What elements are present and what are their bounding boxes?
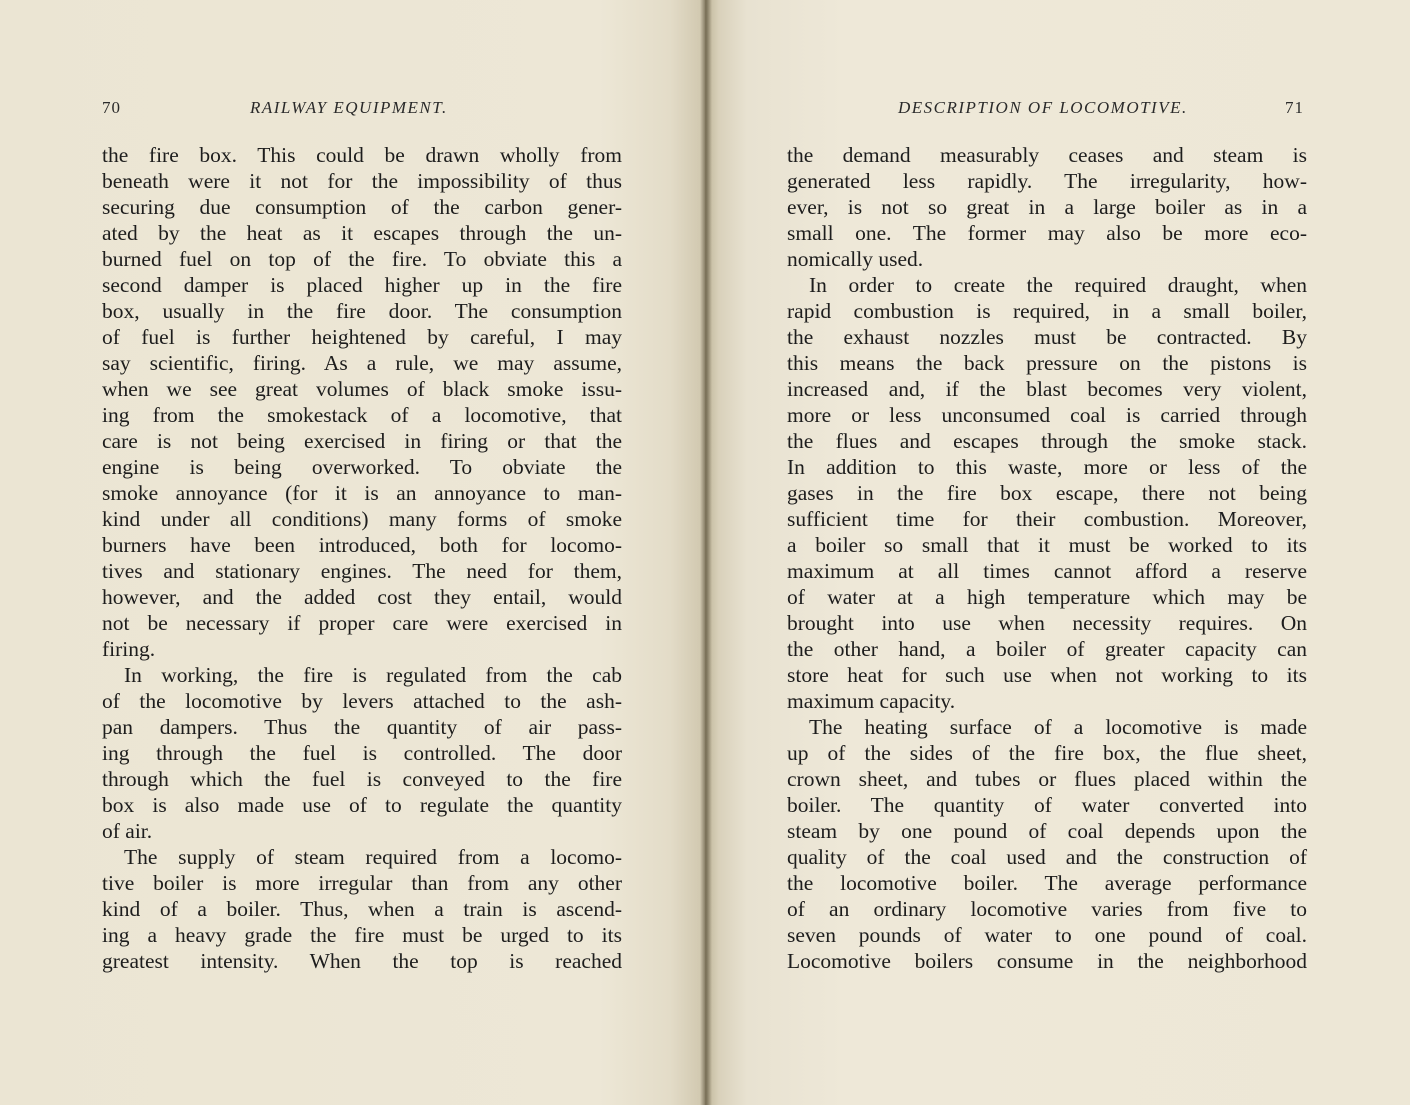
text-line: beneath were it not for the impossibility of thus: [102, 169, 622, 193]
text-line: smoke annoyance (for it is an annoyance to man-: [102, 481, 622, 505]
text-line: tive boiler is more irregular than from any other: [102, 871, 622, 895]
right-running-title: DESCRIPTION OF LOCOMOTIVE.: [898, 98, 1188, 117]
text-line: nomically used.: [787, 247, 924, 271]
left-page-body: [102, 142, 622, 974]
right-page-number: 71: [1285, 98, 1304, 117]
text-line: the fire box. This could be drawn wholly from: [102, 143, 622, 167]
text-line: ated by the heat as it escapes through the un-: [102, 221, 622, 245]
text-line: The heating surface of a locomotive is made: [809, 715, 1307, 739]
text-line: engine is being overworked. To obviate the: [102, 455, 622, 479]
text-line: the other hand, a boiler of greater capacity can: [787, 637, 1307, 661]
text-line: securing due consumption of the carbon gener-: [102, 195, 622, 219]
text-line: tives and stationary engines. The need for them,: [102, 559, 622, 583]
text-line: this means the back pressure on the pistons is: [787, 351, 1307, 375]
text-line: of water at a high temperature which may be: [787, 585, 1307, 609]
text-line: small one. The former may also be more eco-: [787, 221, 1307, 245]
right-page-body: [787, 142, 1307, 974]
text-line: not be necessary if proper care were exercised in: [102, 611, 622, 635]
left-running-title: RAILWAY EQUIPMENT.: [250, 98, 448, 117]
text-line: ing through the fuel is controlled. The door: [102, 741, 622, 765]
text-line: ing from the smokestack of a locomotive, that: [102, 403, 622, 427]
text-line: the locomotive boiler. The average performance: [787, 871, 1307, 895]
text-line: pan dampers. Thus the quantity of air pass-: [102, 715, 622, 739]
text-line: sufficient time for their combustion. Moreover,: [787, 507, 1307, 531]
text-line: of the locomotive by levers attached to the ash-: [102, 689, 622, 713]
left-page-number: 70: [102, 98, 121, 117]
text-line: the demand measurably ceases and steam is: [787, 143, 1307, 167]
text-line: up of the sides of the fire box, the flue sheet,: [787, 741, 1307, 765]
text-line: burned fuel on top of the fire. To obviate this a: [102, 247, 622, 271]
text-line: steam by one pound of coal depends upon the: [787, 819, 1307, 843]
text-line: gases in the fire box escape, there not being: [787, 481, 1307, 505]
text-line: brought into use when necessity requires. On: [787, 611, 1307, 635]
text-line: boiler. The quantity of water converted into: [787, 793, 1307, 817]
text-line: when we see great volumes of black smoke issu-: [102, 377, 622, 401]
text-line: kind under all conditions) many forms of smoke: [102, 507, 622, 531]
text-line: crown sheet, and tubes or flues placed within the: [787, 767, 1307, 791]
text-line: In working, the fire is regulated from the cab: [124, 663, 622, 687]
text-line: rapid combustion is required, in a small boiler,: [787, 299, 1307, 323]
text-line: a boiler so small that it must be worked to its: [787, 533, 1307, 557]
text-line: increased and, if the blast becomes very violent,: [787, 377, 1307, 401]
text-line: In order to create the required draught, when: [809, 273, 1307, 297]
text-line: kind of a boiler. Thus, when a train is ascend-: [102, 897, 622, 921]
text-line: The supply of steam required from a locomo-: [124, 845, 622, 869]
text-line: maximum at all times cannot afford a reserve: [787, 559, 1307, 583]
text-line: of fuel is further heightened by careful, I may: [102, 325, 622, 349]
text-line: more or less unconsumed coal is carried through: [787, 403, 1307, 427]
text-line: of an ordinary locomotive varies from five to: [787, 897, 1307, 921]
text-line: the exhaust nozzles must be contracted. By: [787, 325, 1307, 349]
text-line: greatest intensity. When the top is reached: [102, 949, 622, 973]
text-line: Locomotive boilers consume in the neighborhood: [787, 949, 1307, 973]
text-line: through which the fuel is conveyed to the fire: [102, 767, 622, 791]
text-line: box, usually in the fire door. The consumption: [102, 299, 622, 323]
text-line: box is also made use of to regulate the quantity: [102, 793, 622, 817]
text-line: store heat for such use when not working to its: [787, 663, 1307, 687]
text-line: burners have been introduced, both for locomo-: [102, 533, 622, 557]
text-line: generated less rapidly. The irregularity, how-: [787, 169, 1307, 193]
text-line: ing a heavy grade the fire must be urged to its: [102, 923, 622, 947]
text-line: ever, is not so great in a large boiler as in a: [787, 195, 1307, 219]
text-line: however, and the added cost they entail, would: [102, 585, 622, 609]
text-line: quality of the coal used and the construction of: [787, 845, 1307, 869]
text-line: of air.: [102, 819, 153, 843]
text-line: care is not being exercised in firing or that the: [102, 429, 622, 453]
text-line: say scientific, firing. As a rule, we may assume,: [102, 351, 622, 375]
text-line: In addition to this waste, more or less of the: [787, 455, 1307, 479]
text-line: firing.: [102, 637, 156, 661]
text-line: second damper is placed higher up in the fire: [102, 273, 622, 297]
book-gutter: [700, 0, 712, 1105]
text-line: seven pounds of water to one pound of coal.: [787, 923, 1307, 947]
text-line: maximum capacity.: [787, 689, 956, 713]
text-line: the flues and escapes through the smoke stack.: [787, 429, 1307, 453]
